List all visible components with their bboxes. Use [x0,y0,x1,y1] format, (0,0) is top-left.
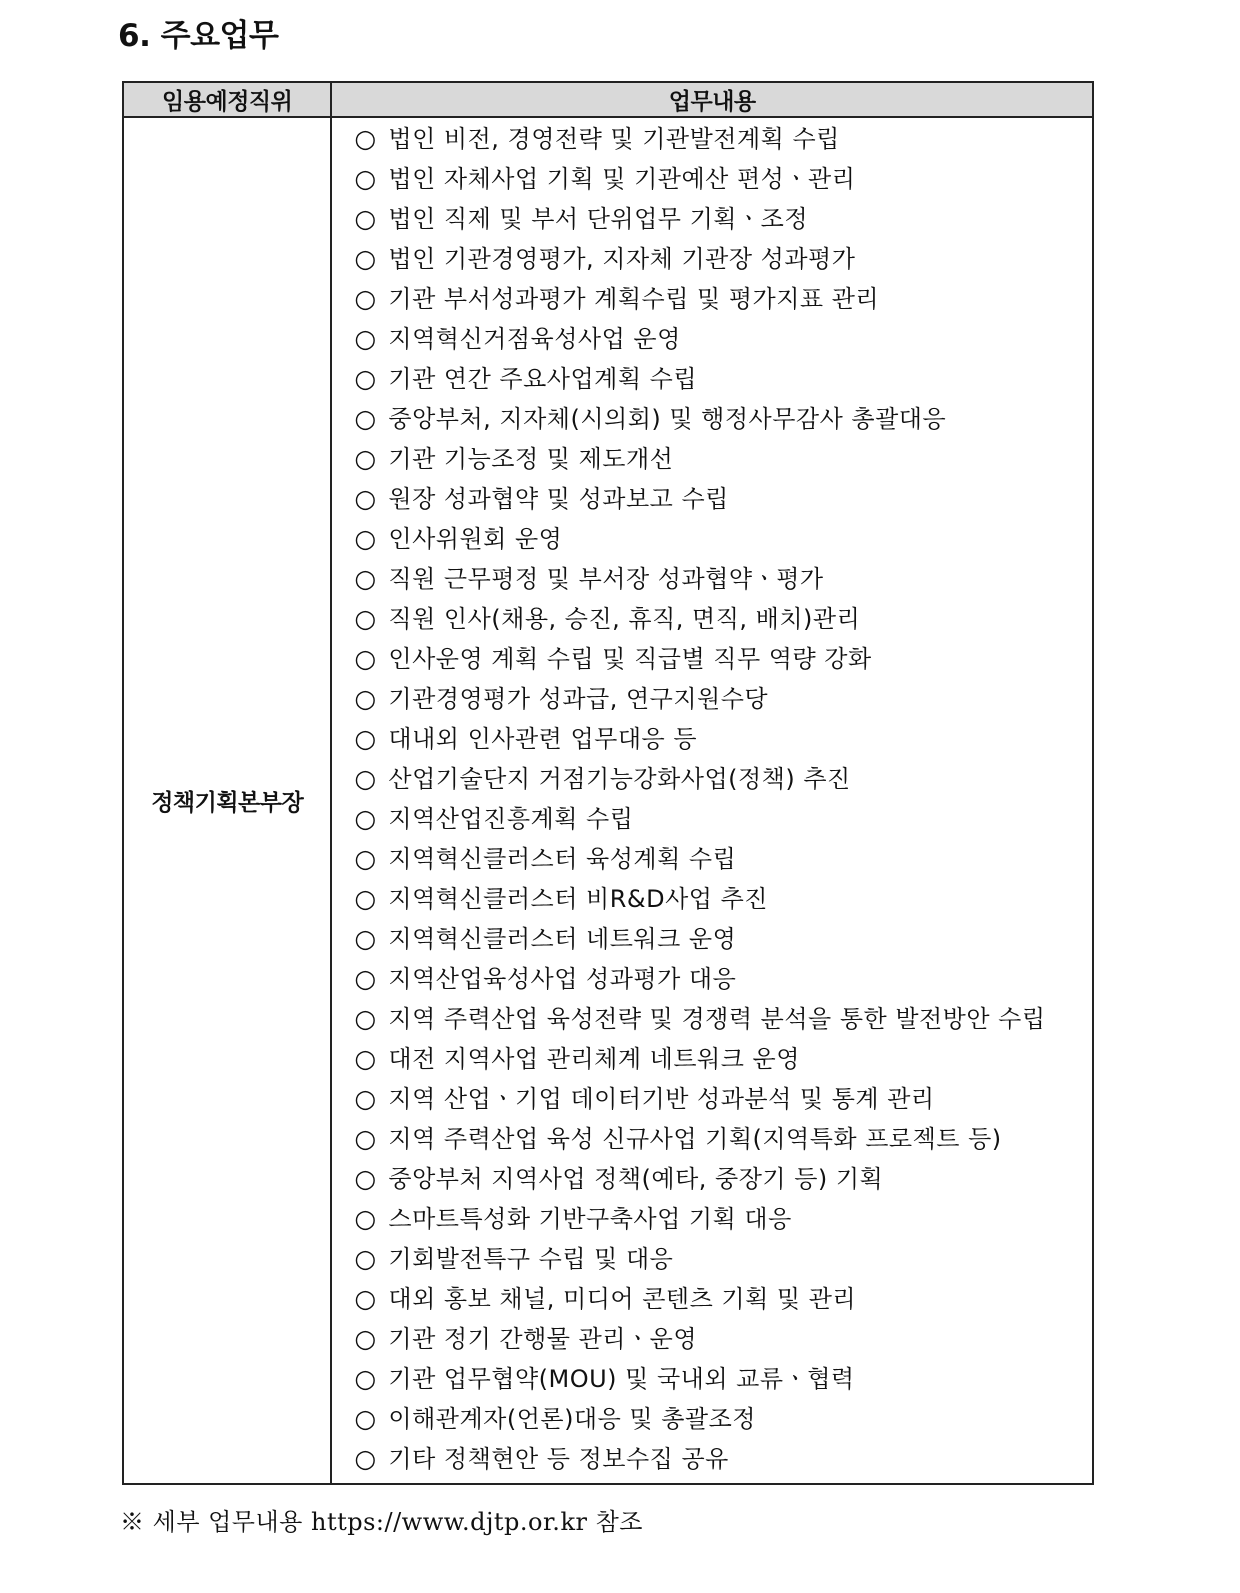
duty-text: 지역혁신클러스터 네트워크 운영 [388,925,737,953]
circle-bullet-icon: ○ [354,684,377,713]
duty-text: 기타 정책현안 등 정보수집 공유 [388,1445,729,1473]
duty-item [354,839,1092,879]
duty-text: 법인 자체사업 기획 및 기관예산 편성ㆍ관리 [388,165,856,193]
circle-bullet-icon: ○ [354,124,377,153]
duty-text: 스마트특성화 기반구축사업 기획 대응 [388,1205,792,1233]
circle-bullet-icon: ○ [354,1084,377,1113]
duty-item [354,1199,1092,1239]
duty-item [354,239,1092,279]
duty-text: 기관 부서성과평가 계획수립 및 평가지표 관리 [388,285,880,313]
duty-text: 대내외 인사관련 업무대응 등 [388,725,698,753]
circle-bullet-icon: ○ [354,564,377,593]
duty-text: 지역혁신클러스터 육성계획 수립 [388,845,737,873]
duties-cell [331,117,1093,1484]
duty-text: 대전 지역사업 관리체계 네트워크 운영 [388,1045,800,1073]
circle-bullet-icon: ○ [354,1124,377,1153]
duty-text: 지역 산업ㆍ기업 데이터기반 성과분석 및 통계 관리 [388,1085,935,1113]
duty-item [354,919,1092,959]
circle-bullet-icon: ○ [354,284,377,313]
duty-item [354,639,1092,679]
circle-bullet-icon: ○ [354,444,377,473]
duty-item [354,799,1092,839]
circle-bullet-icon: ○ [354,204,377,233]
duty-item [354,1359,1092,1399]
circle-bullet-icon: ○ [354,1004,377,1033]
circle-bullet-icon: ○ [354,1284,377,1313]
duty-item [354,359,1092,399]
duty-item [354,999,1092,1039]
duty-item [354,1399,1092,1439]
circle-bullet-icon: ○ [354,964,377,993]
circle-bullet-icon: ○ [354,1164,377,1193]
circle-bullet-icon: ○ [354,1324,377,1353]
duty-text: 지역혁신클러스터 비R&D사업 추진 [388,885,768,913]
circle-bullet-icon: ○ [354,604,377,633]
circle-bullet-icon: ○ [354,1244,377,1273]
header-duties: 업무내용 [331,82,1093,117]
duty-text: 기관 연간 주요사업계획 수립 [388,365,698,393]
duty-text: 지역 주력산업 육성전략 및 경쟁력 분석을 통한 발전방안 수립 [388,1005,1046,1033]
duty-text: 기관 기능조정 및 제도개선 [388,445,674,473]
circle-bullet-icon: ○ [354,1204,377,1233]
duty-text: 중앙부처 지역사업 정책(예타, 중장기 등) 기획 [388,1165,884,1193]
duty-item [354,1039,1092,1079]
duty-text: 기관경영평가 성과급, 연구지원수당 [388,685,769,713]
duty-item [354,599,1092,639]
circle-bullet-icon: ○ [354,524,377,553]
duty-item [354,1159,1092,1199]
duty-text: 원장 성과협약 및 성과보고 수립 [388,485,729,513]
circle-bullet-icon: ○ [354,364,377,393]
circle-bullet-icon: ○ [354,1444,377,1473]
duty-text: 이해관계자(언론)대응 및 총괄조정 [388,1405,756,1433]
duty-text: 지역혁신거점육성사업 운영 [388,325,681,353]
duty-item [354,1439,1092,1479]
duty-item [354,1079,1092,1119]
duty-text: 법인 직제 및 부서 단위업무 기획ㆍ조정 [388,205,809,233]
position-cell: 정책기획본부장 [123,117,331,1484]
duty-item [354,559,1092,599]
circle-bullet-icon: ○ [354,404,377,433]
duty-item [354,1119,1092,1159]
duty-text: 직원 근무평정 및 부서장 성과협약ㆍ평가 [388,565,824,593]
duty-item [354,479,1092,519]
duty-item [354,439,1092,479]
duty-text: 중앙부처, 지자체(시의회) 및 행정사무감사 총괄대응 [388,405,947,433]
circle-bullet-icon: ○ [354,1044,377,1073]
duty-text: 지역산업육성사업 성과평가 대응 [388,965,737,993]
circle-bullet-icon: ○ [354,244,377,273]
duty-text: 인사위원회 운영 [388,525,563,553]
circle-bullet-icon: ○ [354,644,377,673]
duty-text: 대외 홍보 채널, 미디어 콘텐츠 기획 및 관리 [388,1285,857,1313]
duty-text: 지역산업진흥계획 수립 [388,805,634,833]
circle-bullet-icon: ○ [354,764,377,793]
table-row [123,117,1093,1484]
table-header-row [123,82,1093,117]
duty-text: 지역 주력산업 육성 신규사업 기획(지역특화 프로젝트 등) [388,1125,1002,1153]
duty-item [354,959,1092,999]
duty-item [354,759,1092,799]
duty-item [354,399,1092,439]
duty-item [354,319,1092,359]
duty-item [354,1319,1092,1359]
duty-item [354,119,1092,159]
circle-bullet-icon: ○ [354,1364,377,1393]
duty-item [354,279,1092,319]
circle-bullet-icon: ○ [354,924,377,953]
duty-item [354,879,1092,919]
circle-bullet-icon: ○ [354,884,377,913]
duties-table [122,81,1094,1485]
footnote: ※ 세부 업무내용 https://www.djtp.or.kr 참조 [120,1508,643,1536]
circle-bullet-icon: ○ [354,724,377,753]
duty-item [354,159,1092,199]
circle-bullet-icon: ○ [354,1404,377,1433]
duty-item [354,519,1092,559]
duty-item [354,1279,1092,1319]
circle-bullet-icon: ○ [354,484,377,513]
duty-item [354,199,1092,239]
duty-text: 직원 인사(채용, 승진, 휴직, 면직, 배치)관리 [388,605,861,633]
duty-text: 기관 정기 간행물 관리ㆍ운영 [388,1325,698,1353]
duty-text: 기회발전특구 수립 및 대응 [388,1245,674,1273]
circle-bullet-icon: ○ [354,324,377,353]
circle-bullet-icon: ○ [354,804,377,833]
duty-text: 법인 기관경영평가, 지자체 기관장 성과평가 [388,245,856,273]
duty-item [354,1239,1092,1279]
duty-item [354,679,1092,719]
duty-text: 산업기술단지 거점기능강화사업(정책) 추진 [388,765,851,793]
section-title: 6. 주요업무 [118,18,279,54]
duty-text: 기관 업무협약(MOU) 및 국내외 교류ㆍ협력 [388,1365,855,1393]
duty-item [354,719,1092,759]
duty-text: 법인 비전, 경영전략 및 기관발전계획 수립 [388,125,840,153]
duty-text: 인사운영 계획 수립 및 직급별 직무 역량 강화 [388,645,872,673]
duty-list [332,118,1092,1483]
circle-bullet-icon: ○ [354,164,377,193]
header-position: 임용예정직위 [123,82,331,117]
circle-bullet-icon: ○ [354,844,377,873]
